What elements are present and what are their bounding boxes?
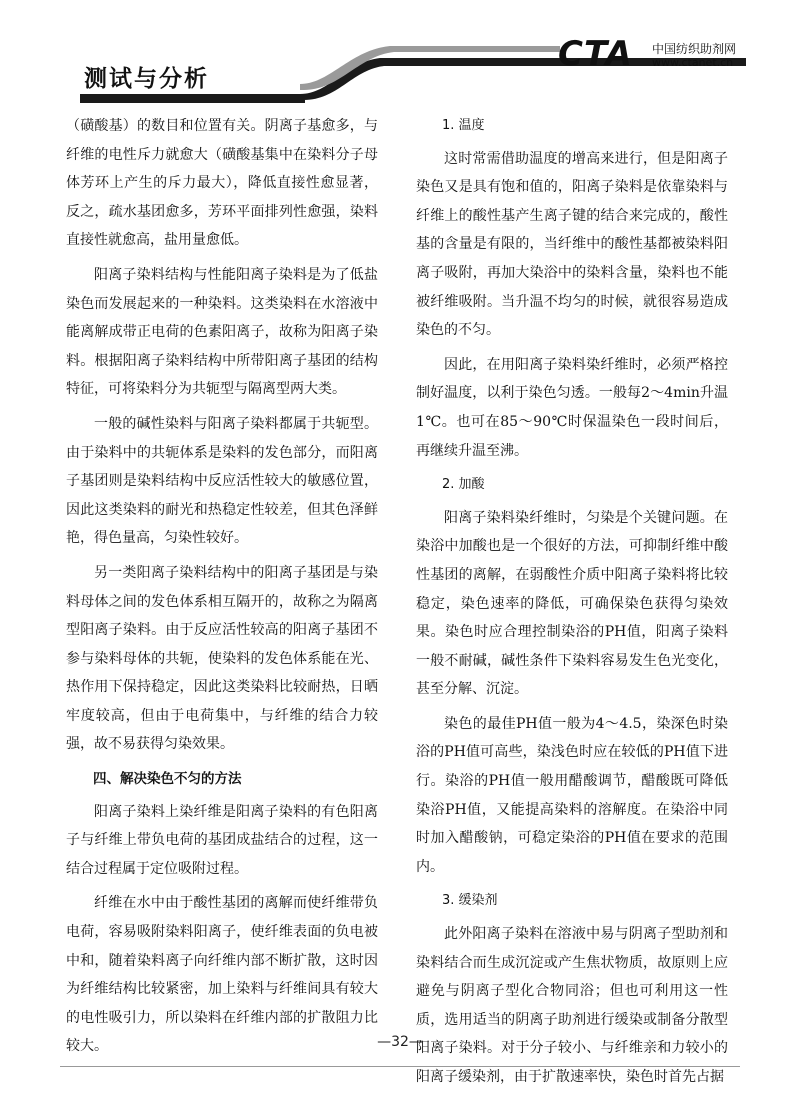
paragraph: 因此，在用阳离子染料染纤维时，必须严格控制好温度，以利于染色匀透。一般每2～4min升温1℃。也可在85～90℃时保温染色一段时间后，再继续升温至沸。: [416, 356, 728, 459]
left-column: [66, 112, 378, 1067]
paragraph: 阳离子染料结构与性能阳离子染料是为了低盐染色而发展起来的一种染料。这类染料在水溶液中能离解成带正电荷的色素阳离子，故称为阳离子染料。根据阳离子染料结构中所带阳离子基团的结构特征，可将染料分为共轭型与隔离型两大类。: [66, 266, 378, 398]
right-column: [416, 112, 728, 1098]
subsection-heading: 2. 加酸: [442, 477, 485, 493]
site-name: 中国纺织助剂网: [652, 42, 737, 56]
paragraph: 一般的碱性染料与阳离子染料都属于共轭型。由于染料中的共轭体系是染料的发色部分，而阳离子基团则是染料结构中反应活性较大的敏感位置，因此这类染料的耐光和热稳定性较差，但其色泽鲜艳，得色量高，匀染性较好。: [66, 415, 378, 547]
page-number: —32—: [377, 1034, 423, 1050]
subsection-heading: 1. 温度: [442, 118, 485, 133]
paragraph: 纤维在水中由于酸性基团的离解而使纤维带负电荷，容易吸附染料阳离子，使纤维表面的负电被中和，随着染料离子向纤维内部不断扩散，这时因为纤维结构比较紧密，加上染料与纤维间具有较大的电性吸引力，所以染料在纤维内部的扩散阻力比较大。: [66, 895, 378, 1055]
footer-divider: [60, 1066, 740, 1067]
section-heading: 四、解决染色不匀的方法: [93, 771, 242, 788]
subsection-heading: 3. 缓染剂: [442, 893, 498, 909]
section-title: 测试与分析: [84, 66, 209, 92]
paragraph: 这时常需借助温度的增高来进行，但是阳离子染色又是具有饱和值的，阳离子染料是依靠染料与纤维上的酸性基产生离子键的结合来完成的，酸性基的含量是有限的，当纤维中的酸性基都被染料阳离子吸附，再加大染浴中的染料含量，染料也不能被纤维吸附。当升温不均匀的时候，就很容易造成染色的不匀。: [416, 150, 728, 339]
paragraph: 此外阳离子染料在溶液中易与阴离子型助剂和染料结合而生成沉淀或产生焦状物质，故原则上应避免与阴离子型化合物同浴；但也可利用这一性质，选用适当的阴离子助剂进行缓染或制备分散型阳离子染料。对于分子较小、与纤维亲和力较小的阳离子缓染剂，由于扩散速率快，染色时首先占据: [416, 926, 728, 1085]
paragraph: 阳离子染料上染纤维是阳离子染料的有色阳离子与纤维上带负电荷的基团成盐结合的过程，这一结合过程属于定位吸附过程。: [66, 803, 378, 877]
site-url: www.ctanet.cn: [652, 56, 734, 69]
paragraph: （磺酸基）的数目和位置有关。阴离子基愈多，与纤维的电性斥力就愈大（磺酸基集中在染料分子母体芳环上产生的斥力最大），降低直接性愈显著，反之，疏水基团愈多，芳环平面排列性愈强，染料直接性就愈高，盐用量愈低。: [66, 118, 378, 249]
cta-logo: CTA: [558, 34, 633, 74]
header-underline: [80, 100, 305, 103]
paragraph: 阳离子染料染纤维时，匀染是个关键问题。在染浴中加酸也是一个很好的方法，可抑制纤维中酸性基团的离解，在弱酸性介质中阳离子染料将比较稳定，染色速率的降低，可确保染色获得匀染效果。染色时应合理控制染浴的PH值，阳离子染料一般不耐碱，碱性条件下染料容易发生色光变化，甚至分解、沉淀。: [416, 509, 728, 698]
paragraph: 染色的最佳PH值一般为4～4.5，染深色时染浴的PH值可高些，染浅色时应在较低的PH值下进行。染浴的PH值一般用醋酸调节，醋酸既可降低染浴PH值，又能提高染料的溶解度。在染浴中同时加入醋酸钠，可稳定染浴的PH值在要求的范围内。: [416, 715, 728, 875]
paragraph: 另一类阳离子染料结构中的阳离子基团是与染料母体之间的发色体系相互隔开的，故称之为隔离型阳离子染料。由于反应活性较高的阳离子基团不参与染料母体的共轭，使染料的发色体系能在光、热作用下保持稳定，因此这类染料比较耐热，日晒牢度较高，但由于电荷集中，与纤维的结合力较强，故不易获得匀染效果。: [66, 564, 378, 753]
